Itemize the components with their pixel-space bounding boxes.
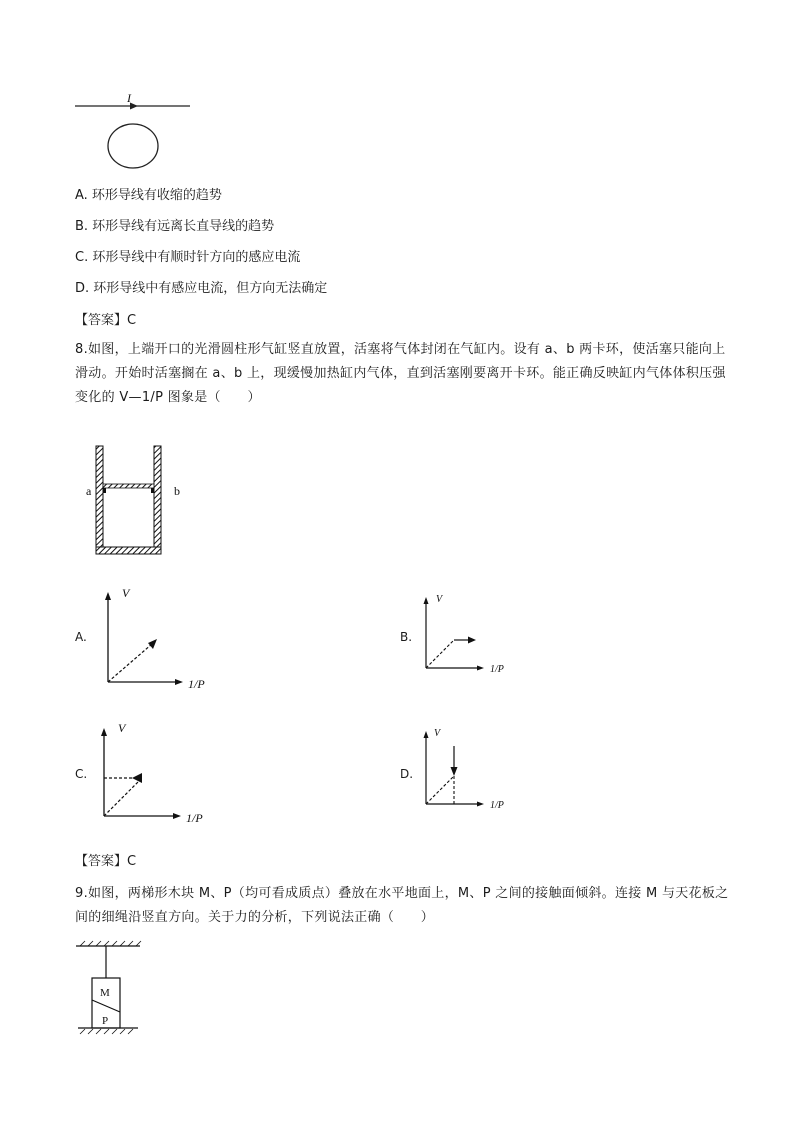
q7-option-b: B. 环形导线有远离长直导线的趋势 [75,219,275,234]
label-a: a [86,484,92,498]
axis-x-c: 1/P [186,811,203,825]
label-b: b [174,484,180,498]
option-b-label: B. [400,630,413,644]
wire-ring-figure [70,86,200,176]
axis-x-b: 1/P [490,664,504,675]
graph-b [418,588,528,678]
cylinder-right-wall [154,446,161,554]
q9-stem: 9.如图，两梯形木块 M、P（均可看成质点）叠放在水平地面上，M、P 之间的接触面倾斜。连接 M 与天花板之间的细绳沿竖直方向。关于力的分析，下列说法正确（ ） [75,886,729,925]
block-p-label: P [102,1015,109,1027]
stop-ring-a [103,488,106,493]
axis-x-d: 1/P [490,800,504,811]
q7-answer: 【答案】C [75,313,137,328]
block-m-label: M [100,987,110,999]
axis-v-a: V [122,586,130,600]
ring-loop [108,124,158,168]
option-c-label: C. [75,767,88,781]
graph-c [96,718,216,826]
q7-option-c: C. 环形导线中有顺时针方向的感应电流 [75,250,301,265]
q7-option-a: A. 环形导线有收缩的趋势 [75,188,222,203]
piston [103,484,154,488]
axis-v-c: V [118,721,126,735]
axis-x-a: 1/P [188,677,205,691]
cylinder-figure [80,442,190,560]
graph-d [418,722,528,812]
axis-v-b: V [436,594,443,605]
axis-v-d: V [434,728,441,739]
option-d-label: D. [400,767,414,781]
current-label: I [127,91,131,105]
q8-answer: 【答案】C [75,854,137,869]
q8-stem: 8.如图，上端开口的光滑圆柱形气缸竖直放置，活塞将气体封闭在气缸内。设有 a、b 两卡环，使活塞只能向上滑动。开始时活塞搁在 a、b 上，现缓慢加热缸内气体，直到活塞刚要离开卡环。能正确反映缸内气体体积压强变化的 V—1/P 图象是（ ） [75,342,726,405]
q7-option-d: D. 环形导线中有感应电流，但方向无法确定 [75,281,328,296]
blocks-figure [72,938,152,1038]
option-a-label: A. [75,630,87,644]
cylinder-bottom [96,547,161,554]
graph-a [100,582,220,692]
stop-ring-b [151,488,154,493]
cylinder-left-wall [96,446,103,554]
